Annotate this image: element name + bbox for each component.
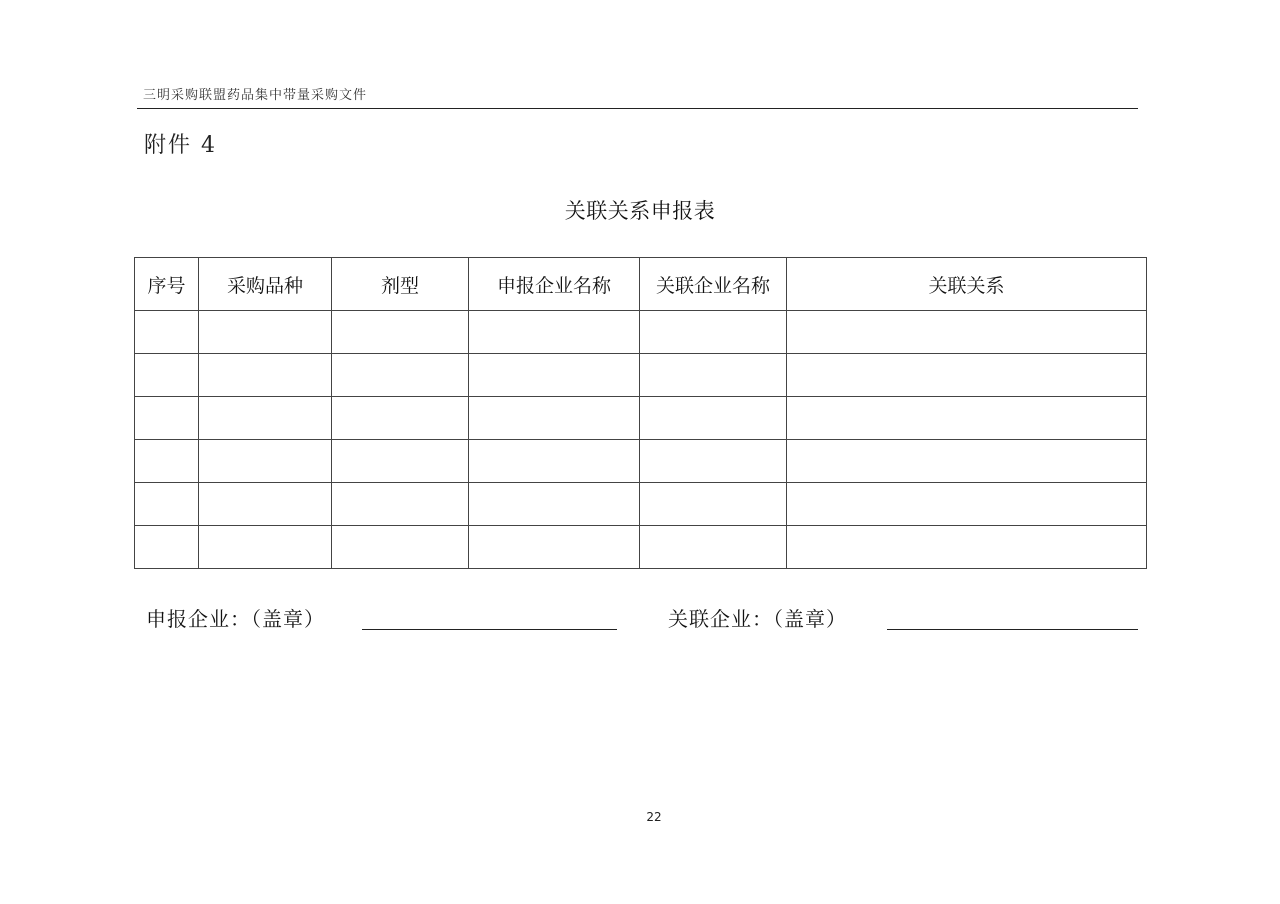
- table-cell[interactable]: [787, 440, 1147, 483]
- table-cell[interactable]: [787, 311, 1147, 354]
- page-title: 关联关系申报表: [564, 199, 716, 223]
- table-cell[interactable]: [787, 354, 1147, 397]
- column-header-product: 采购品种: [199, 258, 332, 311]
- attachment-label: 附件 4: [144, 133, 217, 158]
- table-row: [135, 483, 1147, 526]
- table-cell[interactable]: [135, 311, 199, 354]
- table-cell[interactable]: [640, 526, 787, 569]
- table-cell[interactable]: [640, 397, 787, 440]
- table-cell[interactable]: [199, 354, 332, 397]
- column-header-index: 序号: [135, 258, 199, 311]
- table-row: [135, 311, 1147, 354]
- table-cell[interactable]: [640, 354, 787, 397]
- applicant-seal-line[interactable]: [362, 629, 617, 630]
- table-row: [135, 440, 1147, 483]
- table-row: [135, 397, 1147, 440]
- table-cell[interactable]: [469, 354, 640, 397]
- table-cell[interactable]: [199, 311, 332, 354]
- table-cell[interactable]: [332, 526, 469, 569]
- relationship-table: [134, 257, 1147, 569]
- header-rule: [137, 108, 1138, 109]
- table-cell[interactable]: [135, 440, 199, 483]
- related-company-seal-line[interactable]: [887, 629, 1138, 630]
- table-cell[interactable]: [469, 397, 640, 440]
- table-cell[interactable]: [332, 397, 469, 440]
- column-header-relationship: 关联关系: [787, 258, 1147, 311]
- table-cell[interactable]: [332, 311, 469, 354]
- running-header: 三明采购联盟药品集中带量采购文件: [143, 88, 368, 103]
- table-cell[interactable]: [135, 483, 199, 526]
- page-number: 22: [646, 810, 662, 824]
- table-cell[interactable]: [332, 483, 469, 526]
- table-cell[interactable]: [787, 483, 1147, 526]
- table-cell[interactable]: [469, 440, 640, 483]
- table-cell[interactable]: [135, 397, 199, 440]
- table-cell[interactable]: [135, 354, 199, 397]
- table-cell[interactable]: [787, 526, 1147, 569]
- table-cell[interactable]: [199, 526, 332, 569]
- related-company-seal-label: 关联企业：（盖章）: [668, 607, 847, 631]
- table-cell[interactable]: [332, 440, 469, 483]
- table-cell[interactable]: [469, 483, 640, 526]
- table-row: [135, 354, 1147, 397]
- table-cell[interactable]: [787, 397, 1147, 440]
- table-cell[interactable]: [640, 440, 787, 483]
- table-cell[interactable]: [640, 483, 787, 526]
- column-header-dosage-form: 剂型: [332, 258, 469, 311]
- table-cell[interactable]: [135, 526, 199, 569]
- column-header-applicant: 申报企业名称: [469, 258, 640, 311]
- table-cell[interactable]: [469, 526, 640, 569]
- table-cell[interactable]: [199, 440, 332, 483]
- table-cell[interactable]: [469, 311, 640, 354]
- table-cell[interactable]: [199, 483, 332, 526]
- table-header-row: [135, 258, 1147, 311]
- table-cell[interactable]: [640, 311, 787, 354]
- table-cell[interactable]: [199, 397, 332, 440]
- table-cell[interactable]: [332, 354, 469, 397]
- table-row: [135, 526, 1147, 569]
- column-header-related-company: 关联企业名称: [640, 258, 787, 311]
- applicant-seal-label: 申报企业：（盖章）: [146, 607, 325, 631]
